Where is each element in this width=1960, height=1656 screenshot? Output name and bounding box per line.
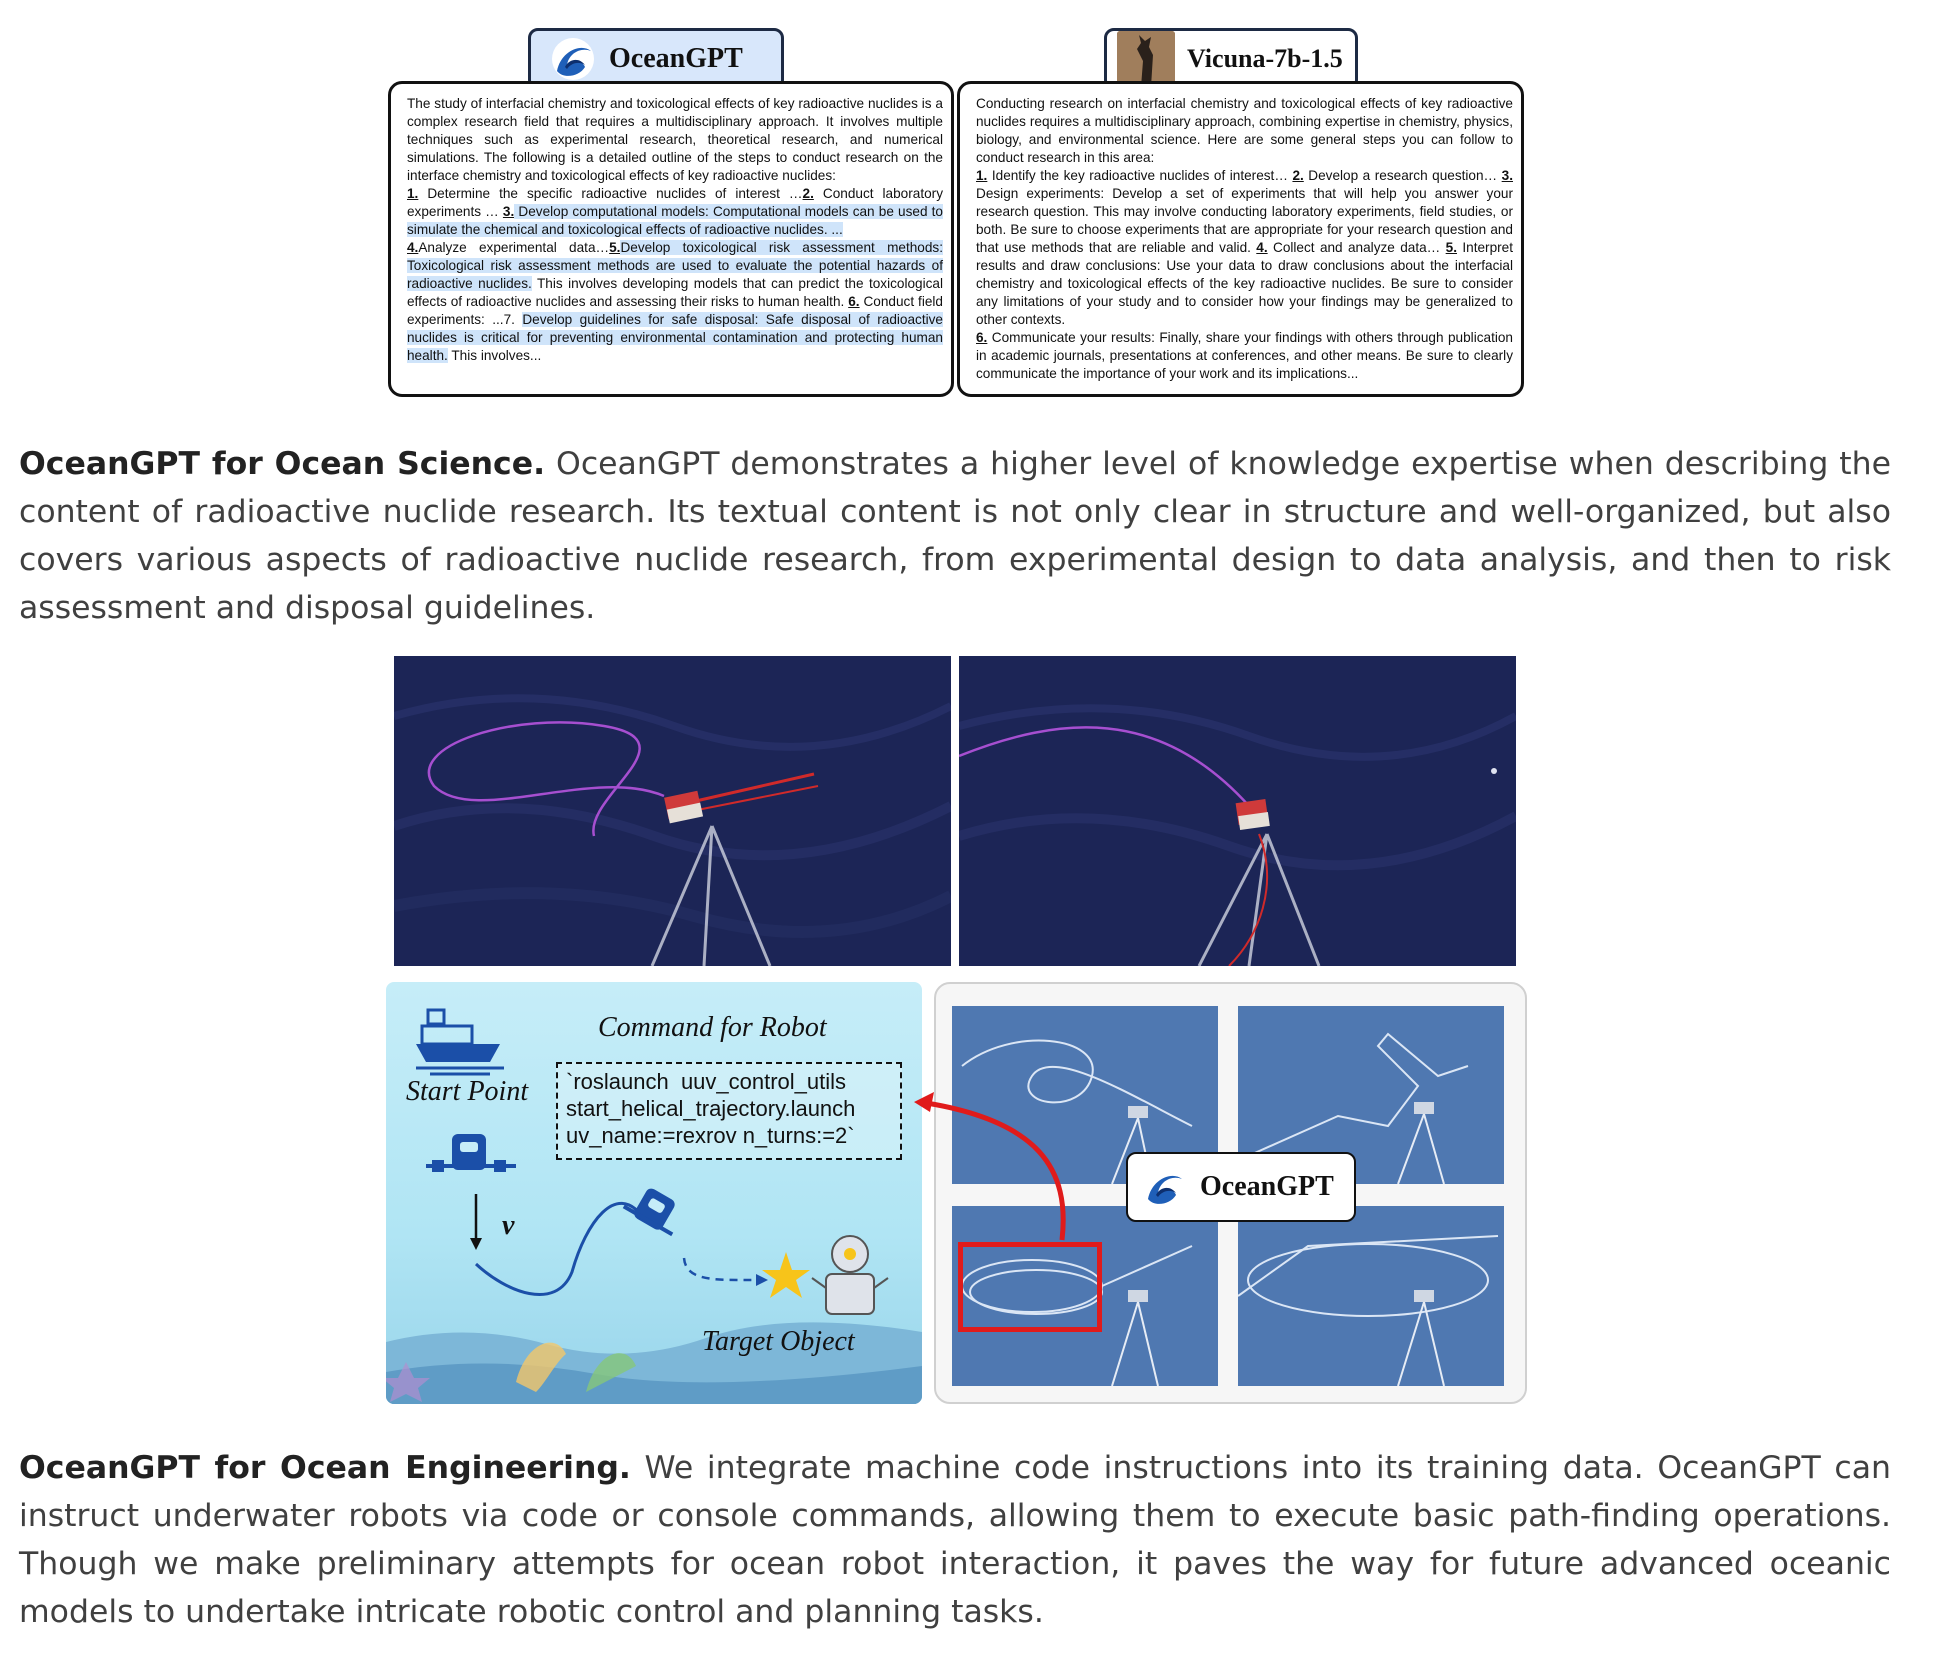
ocean-engineering-paragraph xyxy=(19,1444,1891,1636)
vicuna-response-box xyxy=(957,81,1524,397)
velocity-label: v xyxy=(502,1210,515,1241)
ocean-engineering-heading: OceanGPT for Ocean Engineering. xyxy=(19,1450,631,1486)
vicuna-response-text: Conducting research on interfacial chemistry and toxicological effects of key radioactive nuclides requires a multidisciplinary approach, combining expertise in chemistry, physics, biology, and environmental science. Here are some general steps you can follow to conduct research in this area: 1. Identify the key radioactive nuclides of interest… 2. Develop a research question… 3. Design experiments: Develop a set of experiments that will help you answer your research question. This may involve conducting laboratory experiments, field studies, or both. Be sure to choose experiments that are appropriate for your research question and that use methods that are reliable and valid. 4. Collect and analyze data… 5. Interpret results and draw conclusions: Use your data to draw conclusions about the interfacial chemistry and toxicological effects of the key radioactive nuclides. Be sure to consider any limitations of your study and to consider how your findings may be generalized to other contexts. 6. Communicate your results: Finally, share your findings with others through publication in academic journals, presentations at conferences, and other means. Be sure to clearly communicate the importance of your work and its implications... xyxy=(976,96,1513,381)
target-object-label: Target Object xyxy=(702,1326,855,1357)
ocean-science-heading: OceanGPT for Ocean Science. xyxy=(19,446,546,482)
vicuna-label-text: Vicuna-7b-1.5 xyxy=(1187,44,1343,73)
oceangpt-figure2-label-text: OceanGPT xyxy=(1200,1171,1334,1202)
oceangpt-response-text: The study of interfacial chemistry and toxicological effects of key radioactive nuclides is a complex research field that requires a multidisciplinary approach. It involves multiple techniques such as experimental research, theoretical research, and numerical simulations. The following is a detailed outline of the steps to conduct research on the interface chemistry and toxicological effects of key radioactive nuclides: 1. Determine the specific radioactive nuclides of interest …2. Conduct laboratory experiments … 3. Develop computational models: Computational models can be used to simulate the chemical and toxicological effects of radioactive nuclides. ... 4.Analyze experimental data…5.Develop toxicological risk assessment methods: Toxicological risk assessment methods are used to evaluate the potential hazards of radioactive nuclides. This involves developing models that can predict the toxicological effects of radioactive nuclides and assessing their risks to human health. 6. Conduct field experiments: ...7. Develop guidelines for safe disposal: Safe disposal of radioactive nuclides is critical for preventing environmental contamination and protecting human health. This involves... xyxy=(407,96,943,363)
trajectory-tile-4 xyxy=(1238,1206,1504,1386)
oceangpt-logo-icon xyxy=(551,37,595,81)
robot-command-code: `roslaunch uuv_control_utils start_helical_trajectory.launch uv_name:=rexrov n_turns:=2` xyxy=(556,1062,902,1160)
start-robot-icon xyxy=(426,1134,516,1172)
target-star-icon xyxy=(762,1252,810,1298)
robot-command-panel xyxy=(386,982,922,1404)
red-arrow-icon xyxy=(900,1080,1080,1260)
simulation-view-right xyxy=(959,656,1516,966)
simulation-view-left xyxy=(394,656,951,966)
oceangpt-response-box xyxy=(388,81,954,397)
ocean-science-paragraph xyxy=(19,440,1891,632)
ocean-science-body: OceanGPT demonstrates a higher level of knowledge expertise when describing the content of radioactive nuclide research. Its textual content is not only clear in structure and well-organized, but also covers various aspects of radioactive nuclide research, from experimental design to data analysis, and then to risk assessment and disposal guidelines. xyxy=(19,446,1891,626)
start-point-label: Start Point xyxy=(406,1076,529,1107)
ocean-engineering-body: We integrate machine code instructions into its training data. OceanGPT can instruct underwater robots via code or console commands, allowing them to execute basic path-finding operations. Though we make preliminary attempts for ocean robot interaction, it paves the way for future advanced oceanic models to undertake intricate robotic control and planning tasks. xyxy=(19,1450,1891,1630)
oceangpt-logo-icon-2 xyxy=(1142,1165,1186,1209)
target-robot-icon xyxy=(812,1236,888,1314)
oceangpt-label-text: OceanGPT xyxy=(609,43,743,74)
moving-robot-icon xyxy=(622,1180,687,1237)
command-title: Command for Robot xyxy=(598,1012,827,1043)
ship-icon xyxy=(416,1010,504,1074)
vicuna-logo-icon xyxy=(1117,31,1175,87)
oceangpt-figure2-label xyxy=(1126,1152,1356,1222)
